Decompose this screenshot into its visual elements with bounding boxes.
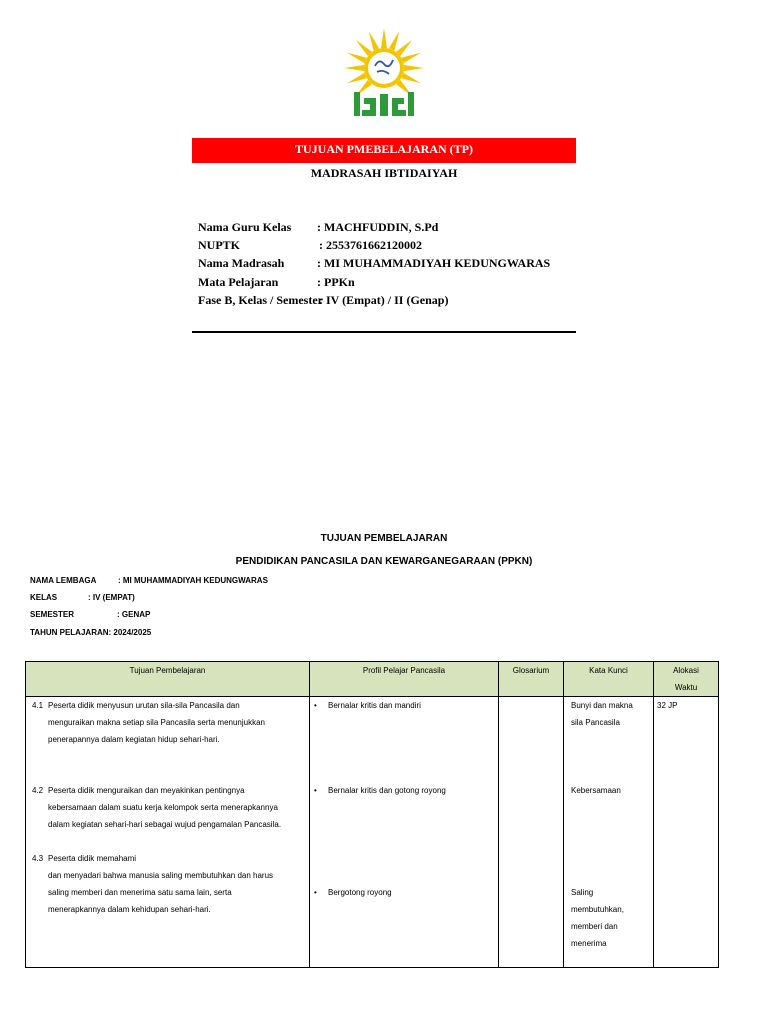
info-value: : IV (Empat) / II (Genap): [319, 292, 449, 307]
info-value: : PPKn: [317, 274, 355, 289]
keyword-line: menerima: [571, 939, 607, 948]
objective-line: penerapannya dalam kegiatan hidup sehari-hari.: [48, 735, 220, 744]
table-header-row: [26, 662, 719, 697]
objective-line: Peserta didik menyusun urutan sila-sila Pancasila dan: [48, 701, 240, 710]
objectives-cell: [26, 697, 310, 968]
header-time-line1: Alokasi: [673, 666, 699, 675]
info-label: Fase B, Kelas / Semester: [198, 292, 323, 307]
meta-label: NAMA LEMBAGA: [30, 576, 97, 585]
section-title: TUJUAN PEMBELAJARAN: [320, 533, 448, 544]
document-subtitle: MADRASAH IBTIDAIYAH: [310, 166, 458, 180]
profile-item: Bernalar kritis dan gotong royong: [328, 786, 446, 795]
muhammadiyah-sun-logo-icon: [338, 28, 430, 120]
meta-year: [30, 628, 151, 637]
meta-label: KELAS: [30, 593, 58, 602]
info-label: Nama Madrasah: [198, 256, 285, 271]
table-row: [26, 697, 719, 968]
profile-cell: [310, 697, 499, 968]
keyword-line: Kebersamaan: [571, 786, 621, 795]
objective-line: menerapkannya dalam kehidupan sehari-hari.: [48, 905, 211, 914]
objective-line: kebersamaan dalam suatu kerja kelompok serta menerapkannya: [48, 803, 278, 812]
meta-class: [30, 593, 135, 602]
meta-institution: [30, 576, 268, 585]
info-label: NUPTK: [198, 238, 240, 253]
bullet-icon: •: [314, 888, 317, 897]
objective-number: 4.2: [32, 786, 44, 795]
objective-line: Peserta didik menguraikan dan meyakinkan pentingnya: [48, 786, 245, 795]
keyword-line: membutuhkan,: [571, 905, 624, 914]
header-time-line2: Waktu: [674, 683, 698, 692]
objective-line: menguraikan makna setiap sila Pancasila serta menunjukkan: [48, 718, 266, 727]
keyword-line: memberi dan: [571, 922, 618, 931]
header-time: [654, 662, 719, 697]
objective-line: Peserta didik memahami: [48, 854, 137, 863]
header-profile: Profil Pelajar Pancasila: [310, 662, 499, 697]
glossary-cell: [499, 697, 564, 968]
meta-label: SEMESTER: [30, 610, 75, 619]
meta-label: TAHUN PELAJARAN: 2024/2025: [30, 628, 152, 637]
objective-line: dan menyadari bahwa manusia saling membutuhkan dan harus: [48, 871, 274, 880]
objective-line: dalam kegiatan sehari-hari sebagai wujud pengamalan Pancasila.: [48, 820, 282, 829]
time-cell: [654, 697, 719, 968]
objective-line: saling memberi dan menerima satu sama lain, serta: [48, 888, 232, 897]
header-objectives: Tujuan Pembelajaran: [26, 662, 310, 697]
header-glossary: Glosarium: [499, 662, 564, 697]
bullet-icon: •: [314, 786, 317, 795]
meta-value: : MI MUHAMMADIYAH KEDUNGWARAS: [118, 576, 268, 585]
learning-objectives-table: [25, 661, 719, 968]
meta-semester: [30, 610, 151, 619]
profile-item: Bernalar kritis dan mandiri: [328, 701, 421, 710]
objective-number: 4.1: [32, 701, 44, 710]
info-label: Mata Pelajaran: [198, 274, 279, 289]
profile-item: Bergotong royong: [328, 888, 392, 897]
meta-value: : IV (EMPAT): [88, 593, 135, 602]
info-value: : MACHFUDDIN, S.Pd: [317, 220, 439, 234]
divider: [192, 331, 576, 333]
keywords-cell: [564, 697, 654, 968]
keyword-line: Bunyi dan makna: [571, 701, 633, 710]
keyword-line: sila Pancasila: [571, 718, 620, 727]
meta-value: : GENAP: [117, 610, 151, 619]
info-label: Nama Guru Kelas: [198, 220, 292, 234]
section-subtitle: PENDIDIKAN PANCASILA DAN KEWARGANEGARAAN (PPKN): [235, 556, 533, 567]
bullet-icon: •: [314, 701, 317, 710]
time-value: 32 JP: [657, 701, 678, 710]
header-keywords: Kata Kunci: [564, 662, 654, 697]
keyword-line: Saling: [571, 888, 594, 897]
document-title-banner: TUJUAN PMEBELAJARAN (TP): [192, 138, 576, 163]
objective-number: 4.3: [32, 854, 44, 863]
info-value: : 2553761662120002: [319, 238, 422, 253]
info-value: : MI MUHAMMADIYAH KEDUNGWARAS: [317, 256, 551, 271]
